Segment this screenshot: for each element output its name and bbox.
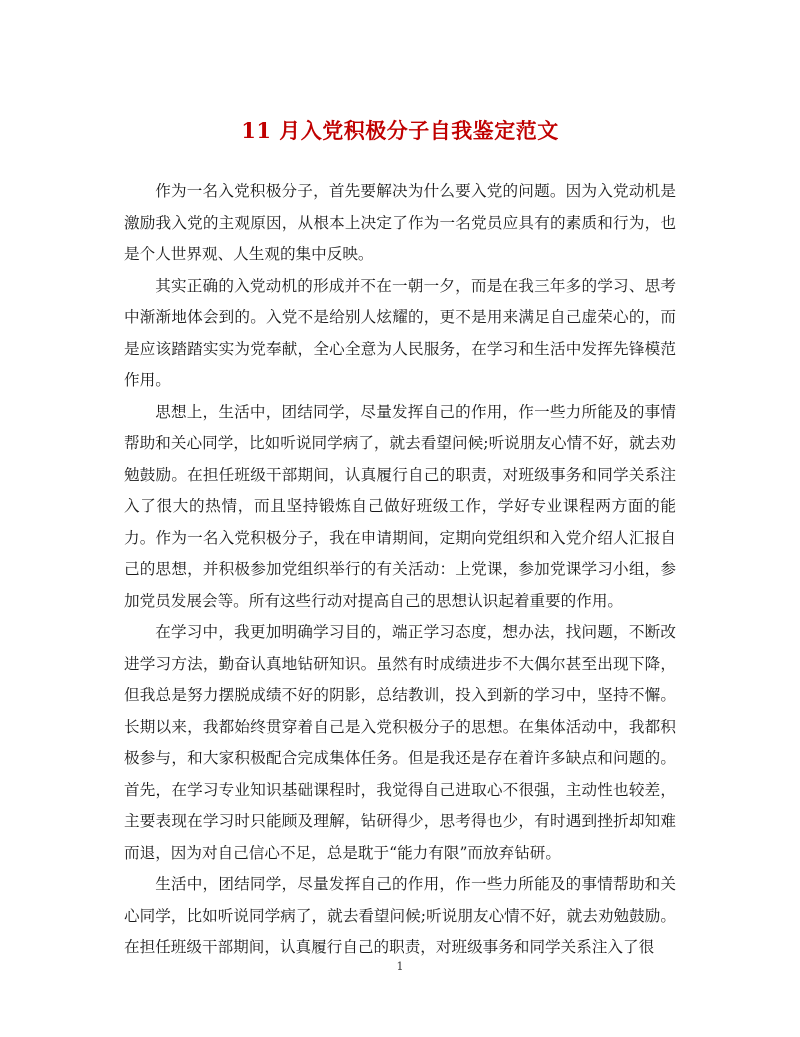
paragraph: 作为一名入党积极分子，首先要解决为什么要入党的问题。因为入党动机是激励我入党的主观原因，从根本上决定了作为一名党员应具有的素质和行为，也是个人世界观、人生观的集中反映。 [124, 182, 676, 263]
document-title: 11 月入党积极分子自我鉴定范文 [241, 118, 559, 144]
paragraph: 生活中，团结同学，尽量发挥自己的作用，作一些力所能及的事情帮助和关心同学，比如听说同学病了，就去看望问候;听说朋友心情不好，就去劝勉鼓励。在担任班级干部期间，认真履行自己的职责，对班级事务和同学关系注入了很 [124, 875, 676, 956]
paragraph: 其实正确的入党动机的形成并不在一朝一夕，而是在我三年多的学习、思考中渐渐地体会到的。入党不是给别人炫耀的，更不是用来满足自己虚荣心的，而是应该踏踏实实为党奉献，全心全意为人民服务，在学习和生活中发挥先锋模范作用。 [124, 276, 676, 389]
paragraph: 思想上，生活中，团结同学，尽量发挥自己的作用，作一些力所能及的事情帮助和关心同学，比如听说同学病了，就去看望问候;听说朋友心情不好，就去劝勉鼓励。在担任班级干部期间，认真履行自己的职责，对班级事务和同学关系注入了很大的热情，而且坚持锻炼自己做好班级工作，学好专业课程两方面的能力。作为一名入党积极分子，我在申请期间，定期向党组织和入党介绍人汇报自己的思想，并积极参加党组织举行的有关活动：上党课，参加党课学习小组，参加党员发展会等。所有这些行动对提高自己的思想认识起着重要的作用。 [124, 402, 676, 610]
paragraph: 在学习中，我更加明确学习目的，端正学习态度，想办法，找问题，不断改进学习方法，勤奋认真地钻研知识。虽然有时成绩进步不大偶尔甚至出现下降，但我总是努力摆脱成绩不好的阴影，总结教训，投入到新的学习中，坚持不懈。长期以来，我都始终贯穿着自己是入党积极分子的思想。在集体活动中，我都积极参与，和大家积极配合完成集体任务。但是我还是存在着许多缺点和问题的。首先，在学习专业知识基础课程时，我觉得自己进取心不很强，主动性也较差，主要表现在学习时只能顾及理解，钻研得少，思考得也少，有时遇到挫折却知难而退，因为对自己信心不足，总是耽于“能力有限”而放弃钻研。 [124, 623, 676, 862]
document-body [124, 176, 676, 964]
page-number: 1 [396, 960, 404, 973]
